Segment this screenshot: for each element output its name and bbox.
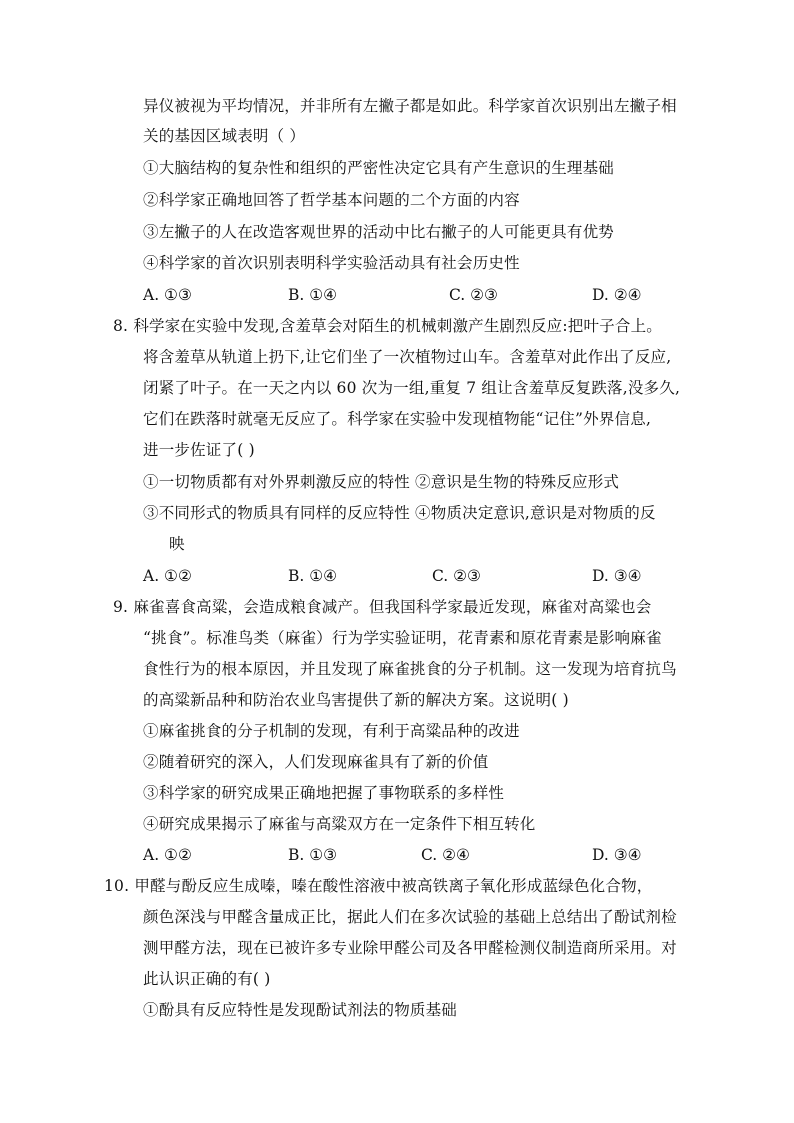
q8-option-c: C. ②③ xyxy=(432,567,481,585)
q9-item-4: ④研究成果揭示了麻雀与高粱双方在一定条件下相互转化 xyxy=(143,815,536,833)
q9-item-1: ①麻雀挑食的分子机制的发现，有利于高粱品种的改进 xyxy=(143,722,520,740)
q8-option-d: D. ③④ xyxy=(592,567,642,585)
q7-option-d: D. ②④ xyxy=(592,286,642,304)
q7-item-4: ④科学家的首次识别表明科学实验活动具有社会历史性 xyxy=(143,254,520,272)
q9-stem-line-2: “挑食”。标准鸟类（麻雀）行为学实验证明，花青素和原花青素是影响麻雀 xyxy=(143,629,662,647)
q9-stem-line-4: 的高粱新品种和防治农业鸟害提供了新的解决方案。这说明( ) xyxy=(143,691,569,709)
q8-option-a: A. ①② xyxy=(143,567,192,585)
q7-stem-line-2: 关的基因区域表明（ ） xyxy=(143,127,306,145)
q7-option-c: C. ②③ xyxy=(449,286,498,304)
q10-stem-line-4: 此认识正确的有( ) xyxy=(143,970,271,988)
q7-option-a: A. ①③ xyxy=(143,286,192,304)
q8-option-b: B. ①④ xyxy=(288,567,338,585)
q8-item-line-1: ①一切物质都有对外界刺激反应的特性 ②意识是生物的特殊反应形式 xyxy=(143,473,620,491)
q7-item-1: ①大脑结构的复杂性和组织的严密性决定它具有产生意识的生理基础 xyxy=(143,159,615,177)
q10-stem-line-2: 颜色深浅与甲醛含量成正比，据此人们在多次试验的基础上总结出了酚试剂检 xyxy=(143,908,677,926)
q10-stem-line-1: 10. 甲醛与酚反应生成嗪，嗪在酸性溶液中被高铁离子氧化形成蓝绿色化合物， xyxy=(104,877,653,895)
q8-stem-line-5: 进一步佐证了( ) xyxy=(143,441,255,459)
q8-stem-line-3: 闭紧了叶子。在一天之内以 60 次为一组,重复 7 组让含羞草反复跌落,没多久, xyxy=(143,379,681,397)
q7-stem-line-1: 异仪被视为平均情况，并非所有左撇子都是如此。科学家首次识别出左撇子相 xyxy=(143,97,677,115)
q7-item-2: ②科学家正确地回答了哲学基本问题的二个方面的内容 xyxy=(143,191,520,209)
q9-item-2: ②随着研究的深入，人们发现麻雀具有了新的价值 xyxy=(143,753,489,771)
q8-item-line-2: ③不同形式的物质具有同样的反应特性 ④物质决定意识,意识是对物质的反 xyxy=(143,504,656,522)
q9-option-b: B. ①③ xyxy=(288,846,338,864)
q8-stem-line-4: 它们在跌落时就毫无反应了。科学家在实验中发现植物能“记住”外界信息, xyxy=(143,410,652,428)
q9-option-d: D. ③④ xyxy=(592,846,642,864)
q7-item-3: ③左撇子的人在改造客观世界的活动中比右撇子的人可能更具有优势 xyxy=(143,223,615,241)
q8-stem-line-1: 8. 科学家在实验中发现,含羞草会对陌生的机械刺激产生剧烈反应:把叶子合上。 xyxy=(113,317,662,335)
q10-stem-line-3: 测甲醛方法，现在已被许多专业除甲醛公司及各甲醛检测仪制造商所采用。对 xyxy=(143,939,677,957)
q8-item-line-3: 映 xyxy=(169,535,185,553)
q8-stem-line-2: 将含羞草从轨道上扔下,让它们坐了一次植物过山车。含羞草对此作出了反应, xyxy=(143,348,672,366)
q9-stem-line-3: 食性行为的根本原因，并且发现了麻雀挑食的分子机制。这一发现为培育抗鸟 xyxy=(143,660,677,678)
q7-option-b: B. ①④ xyxy=(288,286,338,304)
q9-stem-line-1: 9. 麻雀喜食高粱，会造成粮食减产。但我国科学家最近发现，麻雀对高粱也会 xyxy=(113,598,652,616)
q9-option-c: C. ②④ xyxy=(421,846,470,864)
q10-item-1: ①酚具有反应特性是发现酚试剂法的物质基础 xyxy=(143,1001,458,1019)
q9-item-3: ③科学家的研究成果正确地把握了事物联系的多样性 xyxy=(143,784,505,802)
q9-option-a: A. ①② xyxy=(143,846,192,864)
